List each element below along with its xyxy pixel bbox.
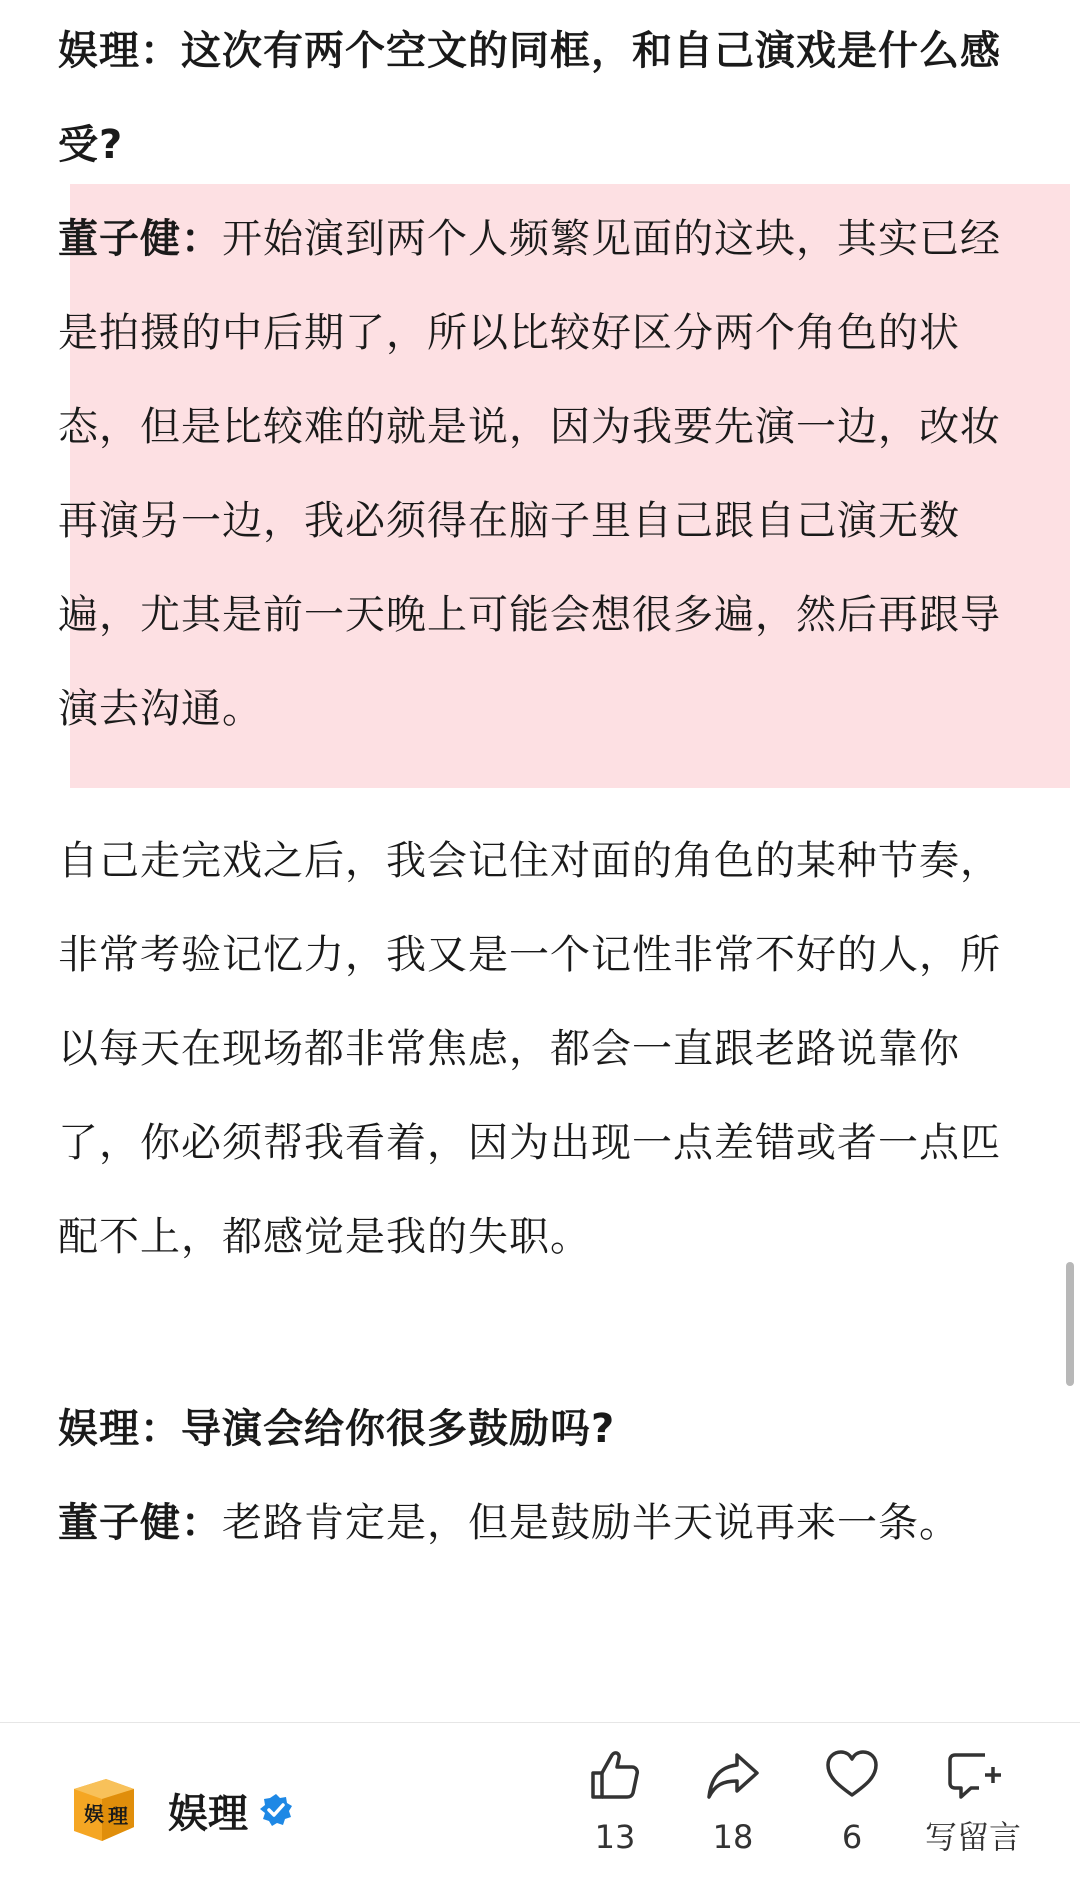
like-button[interactable] <box>560 1747 670 1857</box>
answer-1-speaker: 董子健： <box>58 216 222 262</box>
write-comment-label: 写留言 <box>924 1818 1021 1856</box>
share-arrow-icon <box>705 1747 761 1803</box>
answer-2-speaker: 董子健： <box>58 1500 222 1546</box>
write-comment-button[interactable] <box>910 1747 1036 1857</box>
svg-text:娱: 娱 <box>84 1802 104 1826</box>
avatar-logo-icon <box>68 1775 138 1845</box>
favorite-button[interactable] <box>797 1747 907 1857</box>
question-1-text: 这次有两个空文的同框，和自己演戏是什么感受? <box>58 28 1001 168</box>
article-content <box>58 4 1018 1570</box>
question-1 <box>58 4 1018 192</box>
question-2-speaker: 娱理： <box>58 1406 181 1452</box>
answer-2-text: 老路肯定是，但是鼓励半天说再来一条。 <box>222 1500 960 1546</box>
account-info[interactable] <box>68 1775 294 1845</box>
comment-add-icon <box>945 1747 1001 1803</box>
answer-1 <box>58 192 1018 756</box>
question-2-text: 导演会给你很多鼓励吗? <box>181 1406 616 1452</box>
account-name[interactable]: 娱理 <box>168 1790 248 1837</box>
heart-icon <box>824 1747 880 1803</box>
share-count: 18 <box>712 1818 754 1856</box>
question-1-speaker: 娱理： <box>58 28 181 74</box>
bottom-action-bar <box>0 1722 1080 1891</box>
question-2 <box>58 1382 1018 1476</box>
paragraph-2: 自己走完戏之后，我会记住对面的角色的某种节奏，非常考验记忆力，我又是一个记性非常不好的人，所以每天在现场都非常焦虑，都会一直跟老路说靠你了，你必须帮我看着，因为出现一点差错或者一点匹配不上，都感觉是我的失职。 <box>58 838 1001 1260</box>
scrollbar[interactable] <box>1066 1262 1074 1386</box>
share-button[interactable] <box>678 1747 788 1857</box>
answer-1-text: 开始演到两个人频繁见面的这块，其实已经是拍摄的中后期了，所以比较好区分两个角色的状态，但是比较难的就是说，因为我要先演一边，改妆再演另一边，我必须得在脑子里自己跟自己演无数遍，尤其是前一天晚上可能会想很多遍，然后再跟导演去沟通。 <box>58 216 1001 732</box>
avatar[interactable] <box>68 1775 138 1845</box>
favorite-count: 6 <box>841 1818 863 1856</box>
svg-text:理: 理 <box>108 1804 128 1828</box>
thumbs-up-icon <box>587 1747 643 1803</box>
like-count: 13 <box>594 1818 636 1856</box>
verified-badge-icon <box>258 1792 294 1828</box>
answer-2 <box>58 1476 1018 1570</box>
